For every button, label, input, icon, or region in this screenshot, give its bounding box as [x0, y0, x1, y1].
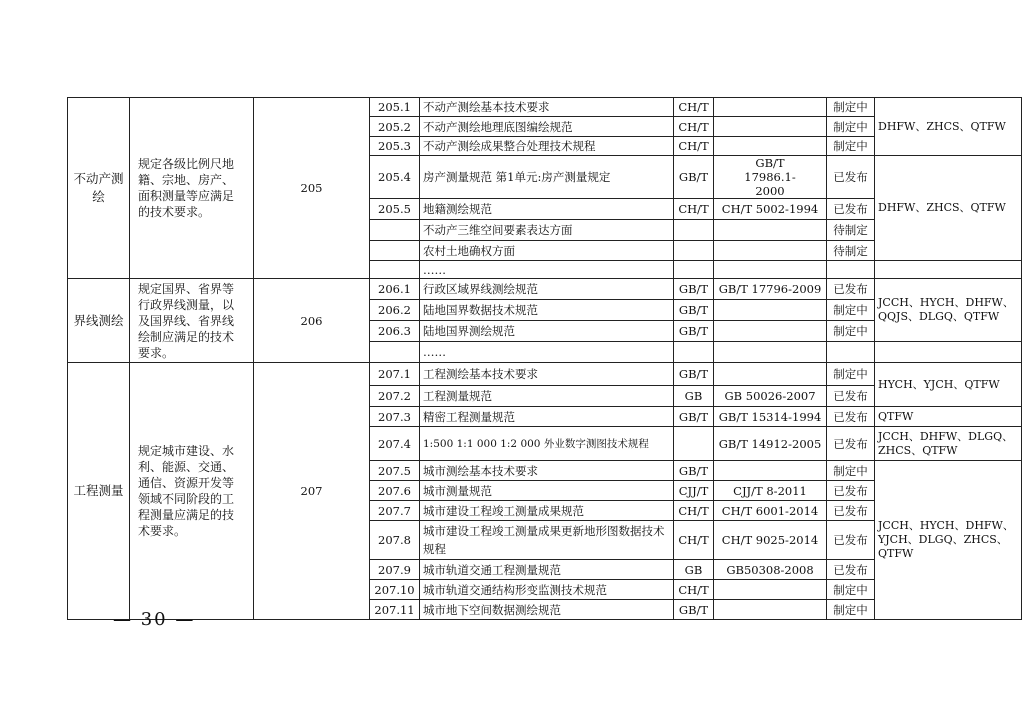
item-std: GB/T 14912-2005: [714, 427, 827, 461]
item-type: CH/T: [674, 501, 714, 521]
item-name: 城市轨道交通工程测量规范: [420, 560, 674, 580]
item-std: CH/T 6001-2014: [714, 501, 827, 521]
item-std: GB/T 15314-1994: [714, 407, 827, 427]
item-std: [714, 321, 827, 342]
item-std: CH/T 9025-2014: [714, 521, 827, 560]
item-type: [674, 241, 714, 261]
empty-cell: [875, 342, 1022, 363]
code-cell: 206: [254, 279, 370, 363]
item-status: 已发布: [827, 156, 875, 199]
item-status: [827, 261, 875, 279]
item-no: [370, 220, 420, 241]
item-status: 制定中: [827, 363, 875, 386]
item-name: 城市测绘基本技术要求: [420, 461, 674, 481]
item-no: 205.3: [370, 137, 420, 156]
item-no: 207.8: [370, 521, 420, 560]
item-std: [714, 241, 827, 261]
group-cell: JCCH、HYCH、DHFW、QQJS、DLGQ、QTFW: [875, 279, 1022, 342]
item-status: 已发布: [827, 521, 875, 560]
table-row: [68, 363, 1022, 386]
item-type: CH/T: [674, 137, 714, 156]
item-std: [714, 98, 827, 117]
item-name: 不动产三维空间要素表达方面: [420, 220, 674, 241]
item-type: [674, 220, 714, 241]
item-no: 207.11: [370, 600, 420, 620]
item-name: ……: [420, 261, 674, 279]
item-status: 已发布: [827, 407, 875, 427]
item-no: 207.1: [370, 363, 420, 386]
item-no: 207.5: [370, 461, 420, 481]
item-name: 行政区域界线测绘规范: [420, 279, 674, 300]
item-type: GB: [674, 560, 714, 580]
item-no: 207.7: [370, 501, 420, 521]
item-std: [714, 363, 827, 386]
item-type: GB/T: [674, 300, 714, 321]
item-type: GB/T: [674, 279, 714, 300]
item-name: 房产测量规范 第1单元:房产测量规定: [420, 156, 674, 199]
item-name: 不动产测绘成果整合处理技术规程: [420, 137, 674, 156]
category-cell: 界线测绘: [68, 279, 130, 363]
item-std: [714, 580, 827, 600]
item-std: GB 50026-2007: [714, 386, 827, 407]
item-std: CH/T 5002-1994: [714, 199, 827, 220]
code-cell: 205: [254, 98, 370, 279]
item-status: 已发布: [827, 386, 875, 407]
item-status: 已发布: [827, 481, 875, 501]
item-status: 制定中: [827, 137, 875, 156]
item-std: [714, 261, 827, 279]
item-status: 待制定: [827, 241, 875, 261]
item-name: 城市测量规范: [420, 481, 674, 501]
item-type: CH/T: [674, 98, 714, 117]
item-std: [714, 117, 827, 137]
item-status: 已发布: [827, 199, 875, 220]
code-cell: 207: [254, 363, 370, 620]
item-name: 1:500 1:1 000 1:2 000 外业数字测图技术规程: [420, 427, 674, 461]
table-row: [68, 279, 1022, 300]
item-type: [674, 261, 714, 279]
item-no: [370, 261, 420, 279]
item-status: 已发布: [827, 560, 875, 580]
item-status: 制定中: [827, 98, 875, 117]
item-std: [714, 461, 827, 481]
item-no: 207.4: [370, 427, 420, 461]
item-std: CJJ/T 8-2011: [714, 481, 827, 501]
item-std: [714, 342, 827, 363]
item-type: GB/T: [674, 600, 714, 620]
group-cell: QTFW: [875, 407, 1022, 427]
item-no: 205.2: [370, 117, 420, 137]
item-std: [714, 137, 827, 156]
item-type: CJJ/T: [674, 481, 714, 501]
item-name: 不动产测绘地理底图编绘规范: [420, 117, 674, 137]
item-name: 工程测量规范: [420, 386, 674, 407]
item-status: 制定中: [827, 580, 875, 600]
item-type: [674, 427, 714, 461]
group-cell: DHFW、ZHCS、QTFW: [875, 98, 1022, 156]
item-name: 城市建设工程竣工测量成果规范: [420, 501, 674, 521]
item-name: 陆地国界测绘规范: [420, 321, 674, 342]
item-type: CH/T: [674, 117, 714, 137]
item-name: 农村土地确权方面: [420, 241, 674, 261]
item-std: [714, 300, 827, 321]
item-type: [674, 342, 714, 363]
group-cell: JCCH、DHFW、DLGQ、ZHCS、QTFW: [875, 427, 1022, 461]
item-name: 陆地国界数据技术规范: [420, 300, 674, 321]
item-type: GB/T: [674, 461, 714, 481]
item-name: 城市地下空间数据测绘规范: [420, 600, 674, 620]
item-type: GB/T: [674, 321, 714, 342]
item-no: 206.1: [370, 279, 420, 300]
item-no: 207.3: [370, 407, 420, 427]
item-type: GB/T: [674, 407, 714, 427]
item-name: 城市轨道交通结构形变监测技术规范: [420, 580, 674, 600]
item-type: GB: [674, 386, 714, 407]
item-status: 制定中: [827, 117, 875, 137]
group-cell: JCCH、HYCH、DHFW、YJCH、DLGQ、ZHCS、QTFW: [875, 461, 1022, 620]
item-type: GB/T: [674, 363, 714, 386]
standards-table: [67, 97, 1022, 620]
item-status: 制定中: [827, 461, 875, 481]
item-std: GB/T 17796-2009: [714, 279, 827, 300]
item-status: 已发布: [827, 501, 875, 521]
item-type: CH/T: [674, 199, 714, 220]
item-no: 205.4: [370, 156, 420, 199]
item-status: [827, 342, 875, 363]
item-no: 207.6: [370, 481, 420, 501]
item-name: 城市建设工程竣工测量成果更新地形图数据技术规程: [420, 521, 674, 560]
group-cell: DHFW、ZHCS、QTFW: [875, 156, 1022, 261]
item-no: 205.5: [370, 199, 420, 220]
item-std: [714, 220, 827, 241]
item-no: 207.9: [370, 560, 420, 580]
item-no: 206.2: [370, 300, 420, 321]
category-cell: 不动产测绘: [68, 98, 130, 279]
item-status: 待制定: [827, 220, 875, 241]
item-type: CH/T: [674, 580, 714, 600]
item-type: CH/T: [674, 521, 714, 560]
item-no: 206.3: [370, 321, 420, 342]
item-no: [370, 241, 420, 261]
item-type: GB/T: [674, 156, 714, 199]
item-status: 制定中: [827, 600, 875, 620]
item-status: 已发布: [827, 427, 875, 461]
item-name: ……: [420, 342, 674, 363]
item-no: [370, 342, 420, 363]
item-std: GB50308-2008: [714, 560, 827, 580]
empty-cell: [875, 261, 1022, 279]
item-status: 制定中: [827, 321, 875, 342]
description-cell: 规定国界、省界等行政界线测量，以及国界线、省界线绘制应满足的技术要求。: [130, 279, 254, 363]
table-row: [68, 98, 1022, 117]
item-status: 制定中: [827, 300, 875, 321]
category-cell: 工程测量: [68, 363, 130, 620]
item-no: 205.1: [370, 98, 420, 117]
group-cell: HYCH、YJCH、QTFW: [875, 363, 1022, 407]
item-std: [714, 600, 827, 620]
item-no: 207.2: [370, 386, 420, 407]
item-name: 精密工程测量规范: [420, 407, 674, 427]
item-name: 地籍测绘规范: [420, 199, 674, 220]
item-status: 已发布: [827, 279, 875, 300]
item-name: 工程测绘基本技术要求: [420, 363, 674, 386]
item-name: 不动产测绘基本技术要求: [420, 98, 674, 117]
description-cell: 规定各级比例尺地籍、宗地、房产、面积测量等应满足的技术要求。: [130, 98, 254, 279]
item-no: 207.10: [370, 580, 420, 600]
page-number: — 30 —: [113, 609, 196, 630]
description-cell: 规定城市建设、水利、能源、交通、通信、资源开发等领域不同阶段的工程测量应满足的技术要求。: [130, 363, 254, 620]
item-std: GB/T 17986.1-2000: [714, 156, 827, 199]
